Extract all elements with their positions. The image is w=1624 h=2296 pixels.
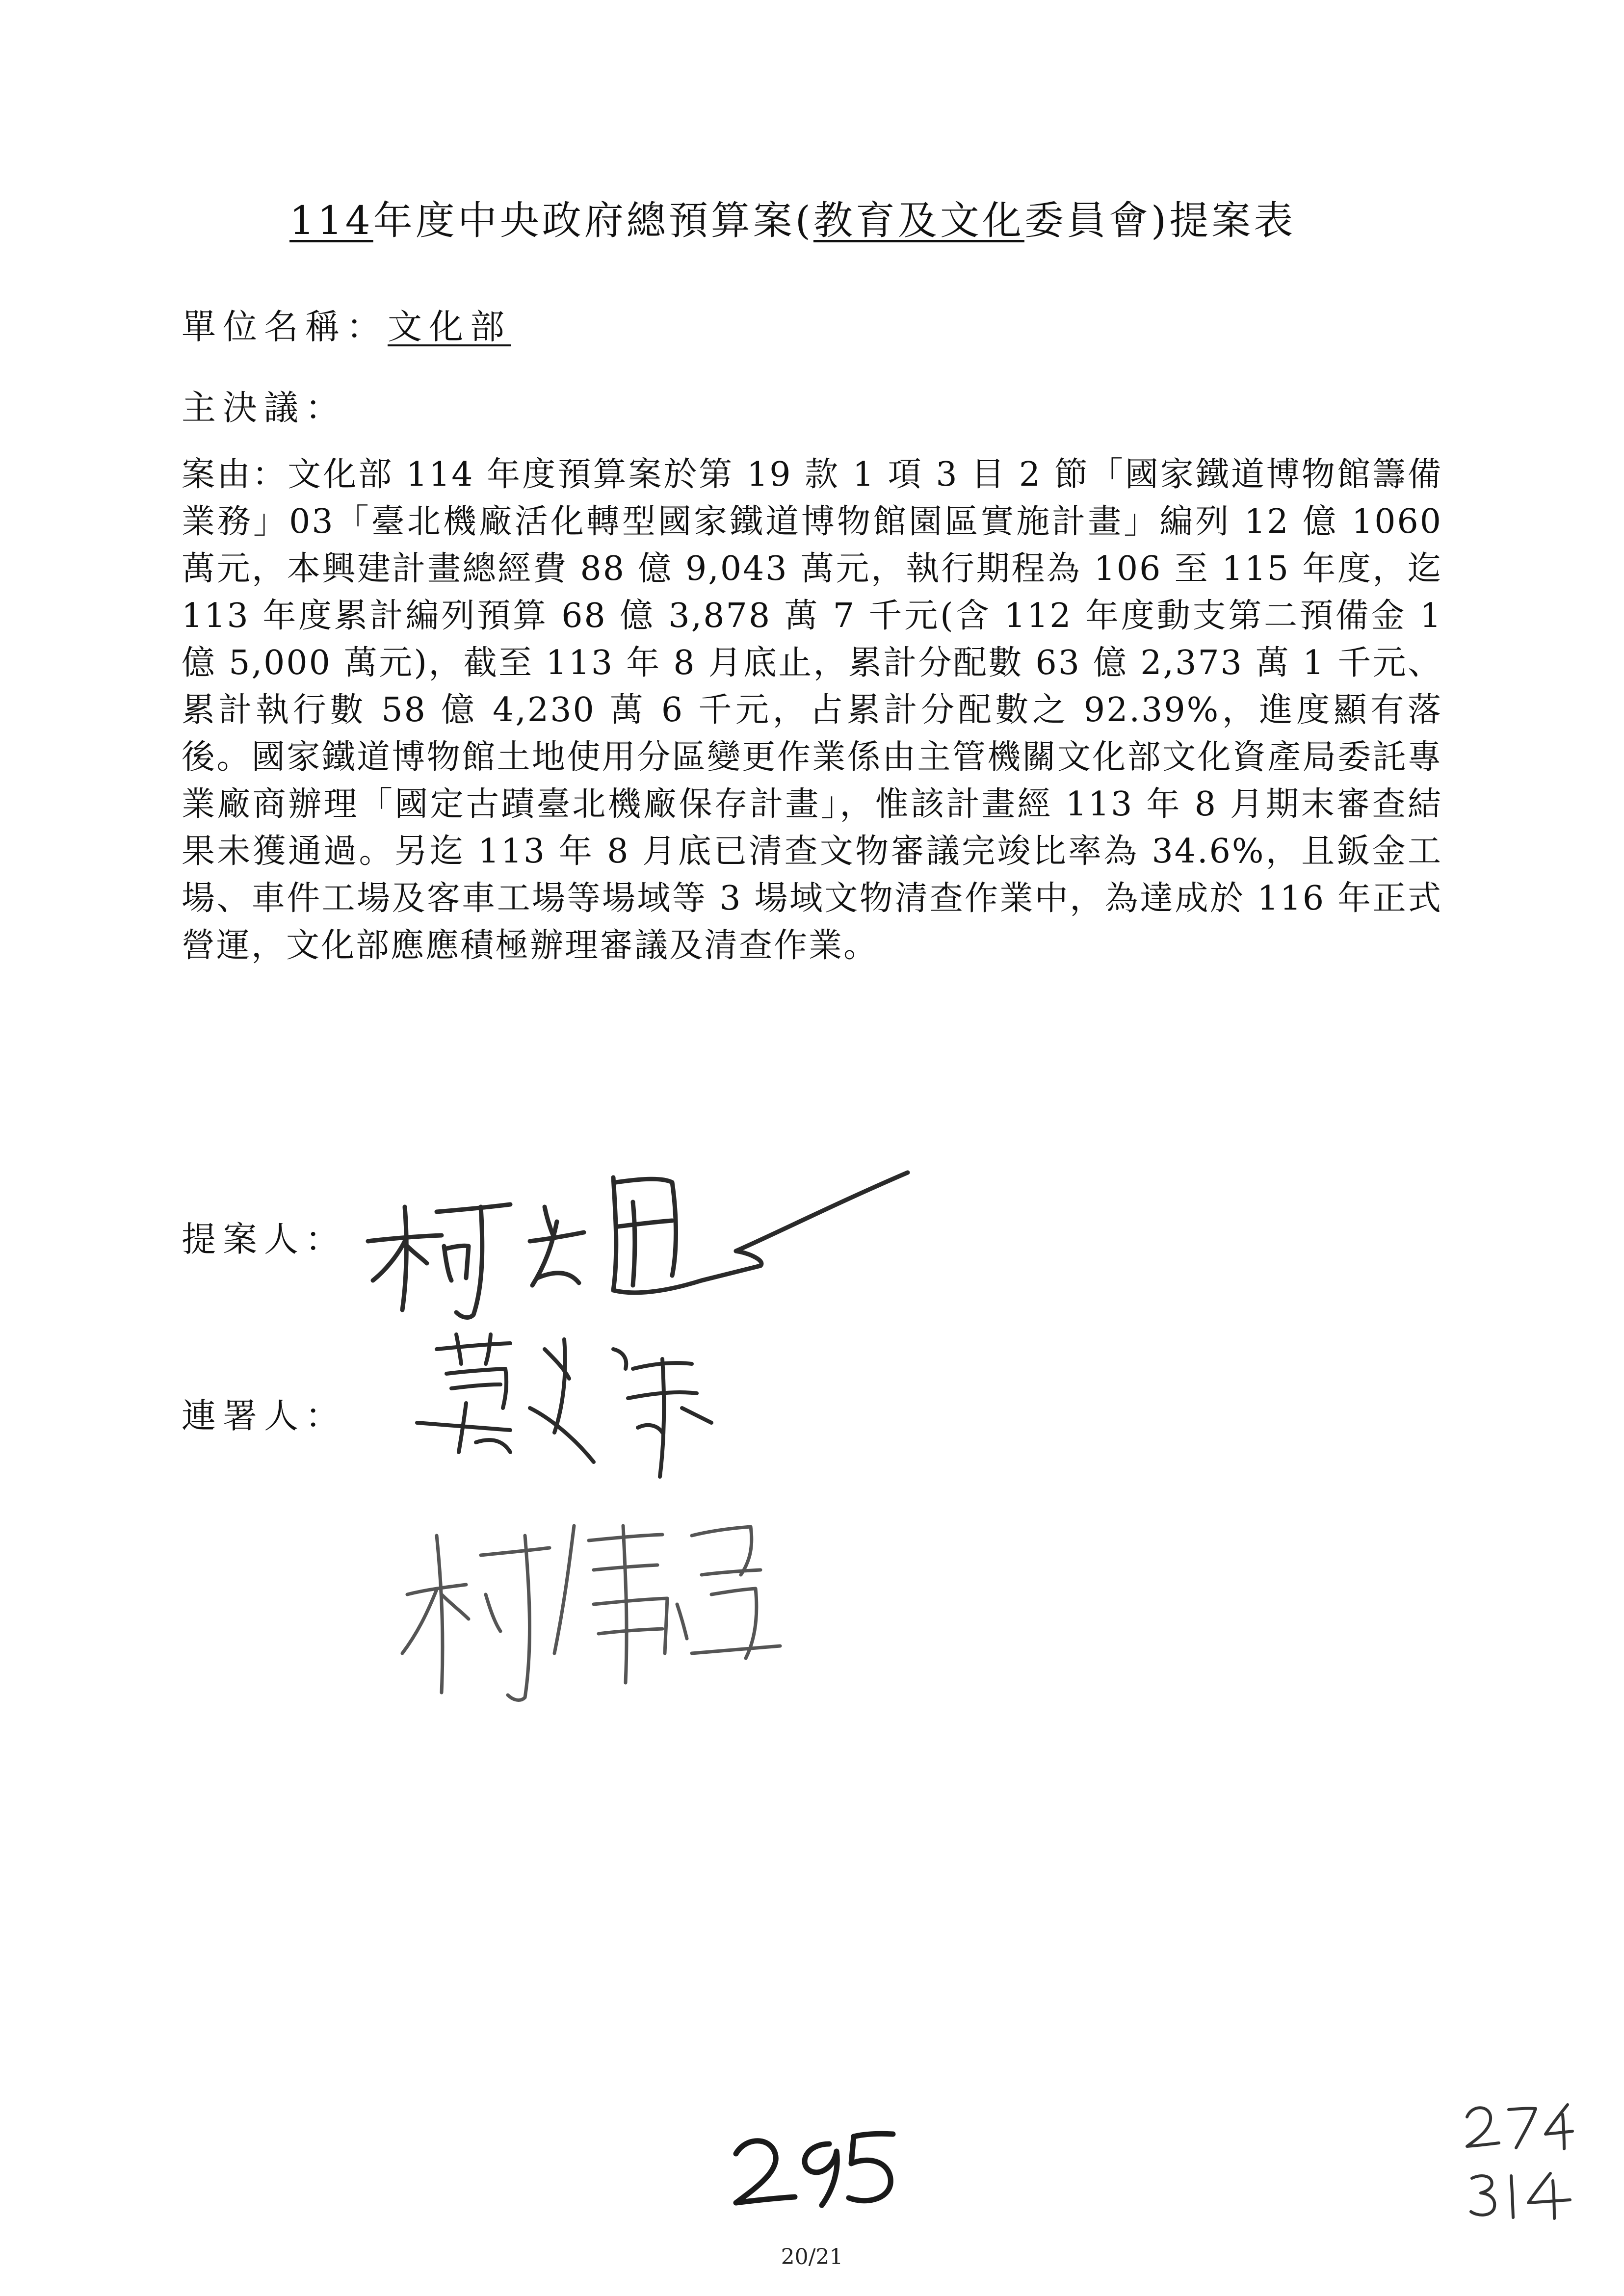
handwritten-page-number: [726, 2114, 903, 2215]
title-part-2: 委員會)提案表: [1024, 198, 1296, 243]
cosigner-signature-1: [417, 1330, 751, 1491]
title-part-1: 年度中央政府總預算案(: [373, 198, 813, 243]
cosigner-signature-2: [388, 1506, 805, 1722]
handwritten-margin-number-2: [1467, 2164, 1580, 2224]
page-number: 20/21: [781, 2244, 843, 2270]
title-year: 114: [289, 198, 373, 243]
main-resolution-label: 主決議：: [182, 388, 346, 428]
case-reason-block: [182, 451, 1442, 969]
page-title: [289, 189, 1369, 245]
unit-line: [182, 299, 511, 349]
proposer-label: 提案人：: [182, 1219, 346, 1259]
cosigner-label: 連署人：: [182, 1396, 346, 1436]
title-committee: 教育及文化: [813, 198, 1024, 243]
proposer-signature: [358, 1148, 937, 1334]
unit-value: 文化部: [388, 307, 511, 347]
unit-label: 單位名稱：: [182, 307, 388, 347]
case-reason-text: 案由：文化部 114 年度預算案於第 19 款 1 項 3 目 2 節「國家鐵道博物館籌備業務」03「臺北機廠活化轉型國家鐵道博物館園區實施計畫」編列 12 億 1060 萬元，本興建計畫總經費 88 億 9,043 萬元，執行期程為 106 至 115 年度，迄 113 年度累計編列預算 68 億 3,878 萬 7 千元(含 112 年度動支第二預備金 1 億 5,000 萬元)，截至 113 年 8 月底止，累計分配數 63 億 2,373 萬 1 千元、累計執行數 58 億 4,230 萬 6 千元，占累計分配數之 92.39%，進度顯有落後。國家鐵道博物館土地使用分區變更作業係由主管機關文化部文化資產局委託專業廠商辦理「國定古蹟臺北機廠保存計畫」，惟該計畫經 113 年 8 月期末審查結果未獲通過。另迄 113 年 8 月底已清查文物審議完竣比率為 34.6%，且鈑金工場、車件工場及客車工場等場域等 3 場域文物清查作業中，為達成於 116 年正式營運，文化部應應積極辦理審議及清查作業。: [182, 455, 1442, 965]
handwritten-margin-number-1: [1462, 2095, 1575, 2156]
